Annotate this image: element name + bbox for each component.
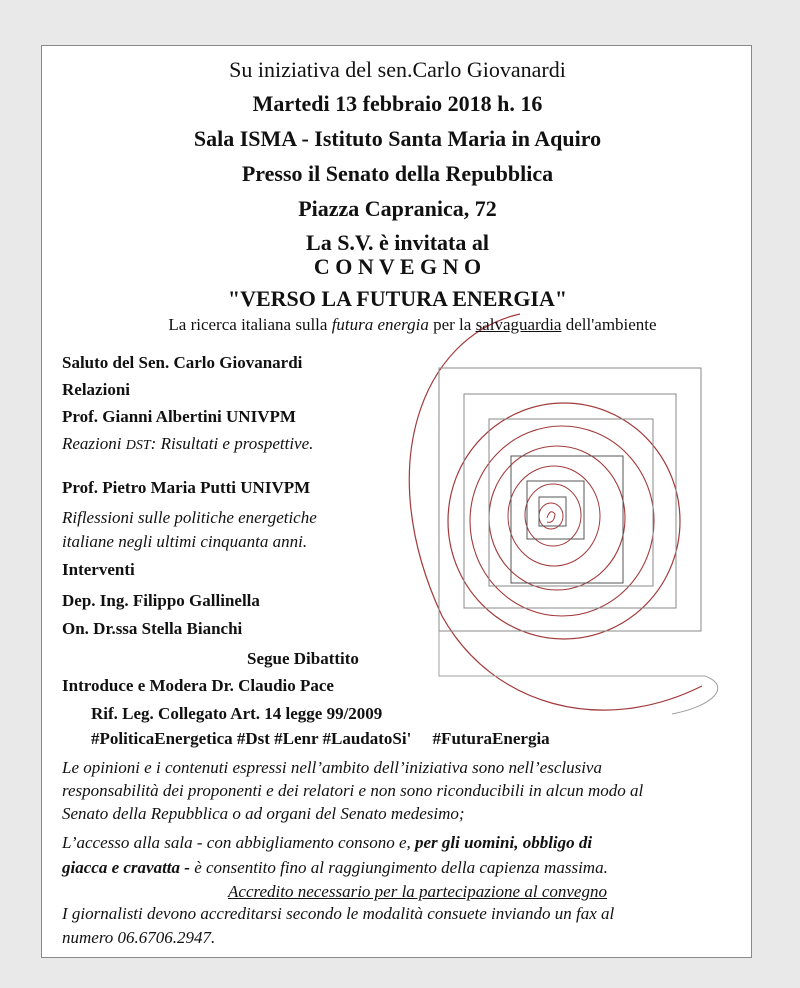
debate-line: Segue Dibattito — [247, 649, 359, 668]
greeting: Saluto del Sen. Carlo Giovanardi — [62, 353, 303, 372]
event-title: "VERSO LA FUTURA ENERGIA" — [227, 286, 568, 311]
speaker-albertini: Prof. Gianni Albertini UNIVPM — [62, 407, 296, 426]
disclaimer-line2: responsabilità dei proponenti e dei relatori e non sono riconducibili in alcun modo al — [62, 781, 644, 800]
speaker-putti-talk-line2: italiane negli ultimi cinquanta anni. — [62, 532, 308, 551]
event-address: Piazza Capranica, 72 — [298, 196, 497, 221]
event-location: Presso il Senato della Repubblica — [241, 161, 554, 186]
legal-reference: Rif. Leg. Collegato Art. 14 legge 99/2009 — [91, 704, 383, 723]
access-line2: giacca e cravatta - è consentito fino al raggiungimento della capienza massima. — [62, 858, 608, 877]
hashtags: #PoliticaEnergetica #Dst #Lenr #LaudatoSi' #FuturaEnergia — [91, 729, 550, 748]
access-line1: L’accesso alla sala - con abbigliamento consono e, per gli uomini, obbligo di — [62, 833, 593, 852]
disclaimer-line3: Senato della Repubblica o ad organi del Senato medesimo; — [62, 804, 465, 823]
speaker-putti-talk-line1: Riflessioni sulle politiche energetiche — [62, 508, 317, 527]
intervention-gallinella: Dep. Ing. Filippo Gallinella — [62, 591, 260, 610]
invite-line: La S.V. è invitata al — [306, 230, 489, 255]
event-type: C O N V E G N O — [313, 254, 482, 279]
disclaimer-line1: Le opinioni e i contenuti espressi nell’ambito dell’iniziativa sono nell’esclusiva — [62, 758, 602, 777]
accreditation-note: Accredito necessario per la partecipazione al convegno — [228, 882, 607, 901]
event-venue: Sala ISMA - Istituto Santa Maria in Aquiro — [193, 126, 602, 151]
event-subtitle: La ricerca italiana sulla futura energia per la salvaguardia dell'ambiente — [168, 315, 657, 334]
interventi-heading: Interventi — [62, 560, 135, 579]
press-line1: I giornalisti devono accreditarsi secondo le modalità consuete inviando un fax al — [62, 904, 615, 923]
speaker-albertini-talk: Reazioni DST: Risultati e prospettive. — [62, 434, 314, 453]
initiative-line: Su iniziativa del sen.Carlo Giovanardi — [229, 57, 566, 82]
intervention-bianchi: On. Dr.ssa Stella Bianchi — [62, 619, 243, 638]
invitation-page — [41, 45, 752, 958]
event-date: Martedi 13 febbraio 2018 h. 16 — [252, 91, 543, 116]
press-line2: numero 06.6706.2947. — [62, 928, 216, 947]
moderator-line: Introduce e Modera Dr. Claudio Pace — [62, 676, 334, 695]
speaker-putti: Prof. Pietro Maria Putti UNIVPM — [62, 478, 311, 497]
relazioni-heading: Relazioni — [62, 380, 130, 399]
